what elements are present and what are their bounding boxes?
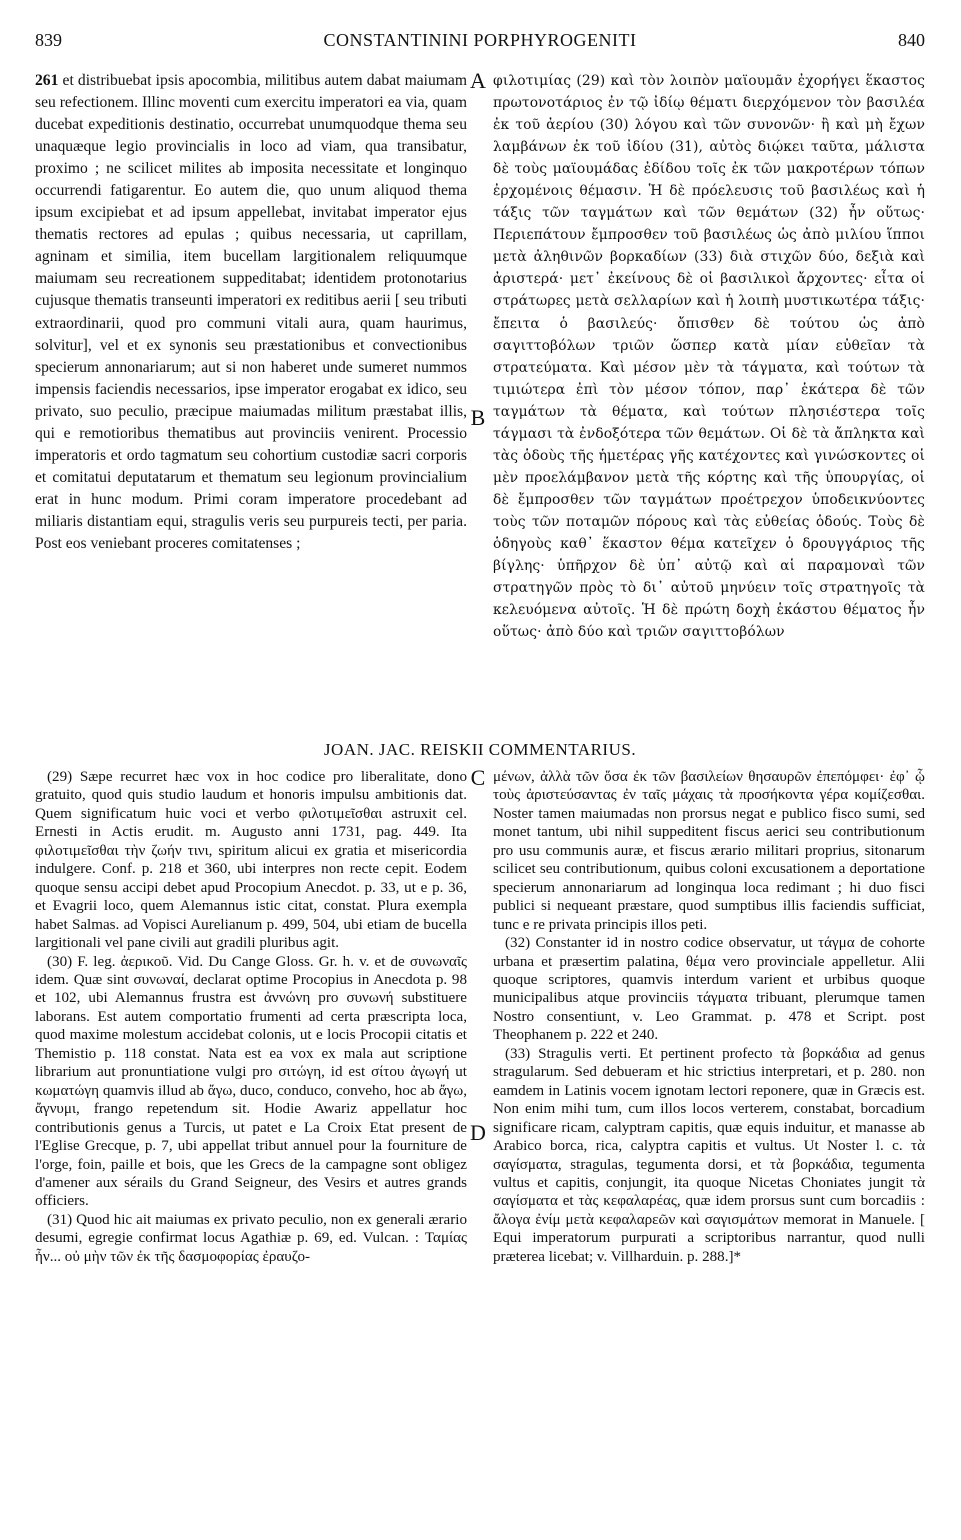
margin-letter-c: C xyxy=(470,765,486,790)
commentary-right-column xyxy=(493,768,925,1478)
note-33: (33) Stragulis verti. Et pertinent profecto τὰ βορκάδια ad genus stragularum. Sed debueram et hic strictius interpretari, et p. 280. non eamdem in Latinis vocem ignotam lectori reponere, quæ in Græcis est. Non enim mihi tum, cum illos locos verterem, constabat, borcadium significare ricam, calyptram capitis, quæ equis induitur, et manasse ab Arabico borca, rica, calyptra capitis et vultus. Ut Noster l. c. τὰ σαγίσματα, stragulas, tegumenta dorsi, et τὰ βορκάδια, tegumenta vultus et capitis, conjungit, ita quoque Nicetas Choniates jungit τὰ σαγίσματα et τὰς κεφαλαρέας, quæ idem prorsus sunt cum borcadiis : ἄλογα ἐνίμ μετὰ κεφαλαρεῶν καὶ σαγισμάτων memorat in Manuele. [ Equi imperatorum purpurati a scriptoribus narrantur, quod nulli præterea licebat; v. Villharduin. p. 288.]* xyxy=(493,1045,925,1265)
note-32: (32) Constanter id in nostro codice observatur, ut τάγμα de cohorte urbana et præsertim palatina, θέμα vero provinciale appelletur. Alii quoque scriptores, quamvis interdum varient et urbibus quoque municipalibus atque provinciis τάγματα tribuant, plerumque tamen Nostro consentiunt, v. Leo Grammat. p. 478 et Script. post Theophanem p. 222 et 240. xyxy=(493,935,925,1044)
note-31-continued: μένων, ἀλλὰ τῶν ὅσα ἐκ τῶν βασιλείων θησαυρῶν ἐπεπόμφει· ἐφ᾽ ᾧ τοὺς ἀριστεύσαντας ἐν ταῖς μάχαις τὰ προσήκοντα γέρα κομίζεσθαι. Noster tamen maiumadas non prorsus negat e publico fisco sumi, sed monet tantum, ubi nihil suppeditent fiscus aerici seu contributionum pro usu communis auræ, et fiscus ærario militari proprius, sitonarum scilicet seu contributionum, quibus coloni excusationem a deportatione specierum annonariarum ad longinqua loca redimant ; hi duo fisci publici si nequeant præstare, quod sumptibus illis faciendis sufficiat, tunc e re privata principis illos peti. xyxy=(493,769,925,933)
page-number-right: 840 xyxy=(898,30,925,50)
margin-letter-b: B xyxy=(470,405,486,430)
note-29: (29) Sæpe recurret hæc vox in hoc codice pro liberalitate, dono gratuito, quod quis studio laudum et honoris impulsu ambitionis dat. Quem significatum huic voci et verbo φιλοτιμεῖσθαι astruxit cel. Ernesti in Actis erudit. m. Augusto anni 1731, pag. 449. Ita φιλοτιμεῖσθαι τὴν ζωήν τινι, spiritum alicui ex gratia et misericordia indulgere. Conf. p. 218 et 360, ubi interpres non recte cepit. Eodem quoque sensu accipi debet apud Procopium Anecdot. p. 33, ut e p. 36, et Evagrii loco, quem Alemannus istic citat, constat. Plura exempla habet Salmas. ad Vopisci Aurelianum p. 499, 504, ubi etiam de bucella largitionali vel pane civili aut gradili pluribus agit. xyxy=(35,769,467,952)
page-number-left: 839 xyxy=(35,30,62,50)
note-31: (31) Quod hic ait maiumas ex privato peculio, non ex generali ærario desumi, egregie confirmat locus Agathiæ p. 69, ed. Vulcan. : Ταμίας ἦν... οὐ μὴν τῶν ἐκ τῆς δασμοφορίας ἐραυζο- xyxy=(35,1211,467,1265)
latin-text xyxy=(35,70,467,555)
page-header xyxy=(35,30,925,60)
margin-letter-d: D xyxy=(470,1120,486,1145)
greek-body: φιλοτιμίας (29) καὶ τὸν λοιπὸν μαϊουμᾶν ἐχορήγει ἕκαστος πρωτονοτάριος ἐν τῷ ἰδίῳ θέματι διερχόμενον τὸν βασιλέα ἐκ τοῦ ἀερίου (30) λόγου καὶ τῶν συνονῶν· ἢ καὶ μὴ ἔχων λαμβάνων ἐκ τοῦ ἰδίου (31), αὐτὸς διῴκει ταῦτα, μάλιστα δὲ τοὺς μαϊουμάδας ἐδίδου τοῖς ἐκ τῶν μακροτέρων τόπων ἐρχομένοις θέμασιν. Ἡ δὲ πρόελευσις τοῦ βασιλέως καὶ ἡ τάξις τῶν ταγμάτων καὶ τῶν θεμάτων (32) ἦν οὕτως· Περιεπάτουν ἔμπροσθεν τοῦ βασιλέως ὡς ἀπὸ μιλίου ἵπποι μετὰ ἀληθινῶν βορκαδίων (33) διὰ στιχῶν δύο, δεξιὰ καὶ ἀριστερά· μετ᾽ ἐκείνους δὲ οἱ βασιλικοὶ ἄρχοντες· εἶτα οἱ στράτωρες μετὰ σελλαρίων καὶ ἡ λοιπὴ μυστικωτέρα τάξις· ἔπειτα ὁ βασιλεύς· ὄπισθεν δὲ τούτου ὡς ἀπὸ σαγιττοβόλων τριῶν ὥσπερ κατὰ μίαν εὐθεῖαν τὰ στρατεύματα. Καὶ μέσον μὲν τὰ τάγματα, καὶ τούτων τὰ τιμιώτερα ἐπὶ τὸν μέσον τόπον, παρ᾽ ἑκάτερα δὲ τῶν ταγμάτων τὰ θέματα, καὶ τούτων πλησιέστερα τοῖς τάγμασι τὰ ἐνδοξότερα τῶν θεμάτων. Οἱ δὲ τὰ ἄπληκτα καὶ τὰς ὁδοὺς τῆς ἡμετέρας γῆς κατέχοντες καὶ γινώσκοντες οἱ μὲν προελάμβανον μετὰ τῆς κόρτης καὶ τῆς ὑπουργίας, οἱ δὲ ἔμπροσθεν τῶν ταγμάτων προέτρεχον ὑποδεικνύοντες τοὺς τῶν ποταμῶν πόρους καὶ τὰς εὐθείας ὁδούς. Τοὺς δὲ ὁδηγοὺς καθ᾽ ἕκαστον θέμα κατεῖχεν ὁ δρουγγάριος τῆς βίγλης· ὑπῆρχον δὲ ὑπ᾽ αὐτῷ καὶ αἱ παραμοναὶ τῶν στρατηγῶν πρὸς τὸ δι᾽ αὐτοῦ μηνύειν τοῖς στρατηγοῖς τὰ κελευόμενα αὐτοῖς. Ἡ δὲ πρώτη δοχὴ ἑκάστου θέματος ἦν οὕτως· ἀπὸ δύο καὶ τριῶν σαγιττοβόλων xyxy=(493,73,925,641)
margin-letter-a: A xyxy=(470,68,486,93)
commentary-left-column xyxy=(35,768,467,1478)
running-title: CONSTANTININI PORPHYROGENITI xyxy=(323,30,637,50)
latin-body: et distribuebat ipsis apocombia, militibus autem dabat maiumam seu refectionem. Illinc moventi cum exercitu imperatori ea via, quam ducebat expeditionis destinatio, occurrebat unumquodque thema seu unaquæque legio provincialis in loco ad viam, qua transibatur, proximo ; ne scilicet milites ab imposita necessitate et longinquo occurrendi fatigarentur. Eo autem die, quo unum aliquod thema ipsum excipiebat et ad ipsum appellebat, invitabat imperator ejus thematis rectores ad epulas ; quibus necessaria, ut caprillam, agninam et similia, item bucellam largitionalem reliquumque maiumam seu recreationem suppeditabat; identidem protonotarius cujusque thematis transeunti imperatori ex reditibus aerii [ seu tributi extraordinarii, quod pro communi vitali aura, quam haurimus, solvitur], vel et ex synonis seu præstationibus et convectionibus specierum annonariarum; aut si non haberet unde sumeret nummos impensis faciendis necessarios, ipse imperator erogabat ex idico, seu privato, suo peculio, præcipue maiumadas militum præstabat illis, qui e remotioribus thematibus aut provinciis venirent. Processio imperatoris et ordo tagmatum seu cohortium custodiæ sacri corporis et comitatui deputatarum et thematum seu legionum provincialium erat in hunc modum. Primi coram imperatore procedebant ad miliaris distantiam equi, stragulis veris seu purpureis tecti, per paria. Post eos veniebant proceres comitatenses ; xyxy=(35,72,467,552)
greek-text-column xyxy=(493,70,925,740)
line-number: 261 xyxy=(35,72,59,89)
note-30: (30) F. leg. ἀερικοῦ. Vid. Du Cange Gloss. Gr. h. v. et de συνωναῖς idem. Quæ sint συνωναί, declarat optime Procopius in Anecdota p. 98 et 102, ubi Alemannus frustra est ἀννώνη pro συνωνή substituere laborans. Est autem comportatio frumenti ad certa præscripta loca, quod maxime molestum accidebat colonis, ut e locis Procopii citatis et Themistio p. 118 constat. Nata est ea vox ex mala aut scriptione librarium aut pronuntiatione vulgi pro σιτώγη, id est σίτου ἀγωγή ut κωματώγη quamvis illud ab ἄγω, duco, conduco, conveho, hoc ab ἄγω, ἄγνυμι, frango repetendum sit. Hodie Awariz appellatur hoc contributionis genus a Turcis, ut patet e La Croix Etat present de l'Eglise Grecque, p. 7, ubi appellat tribut annuel pour la fourniture de l'orge, foin, paille et bois, que les Grecs de la campagne sont obligez d'amener aux sérails du Grand Seigneur, des Vesirs et autres grands officiers. xyxy=(35,953,467,1210)
latin-translation-column xyxy=(35,70,467,740)
commentary-heading: JOAN. JAC. REISKII COMMENTARIUS. xyxy=(323,740,637,759)
